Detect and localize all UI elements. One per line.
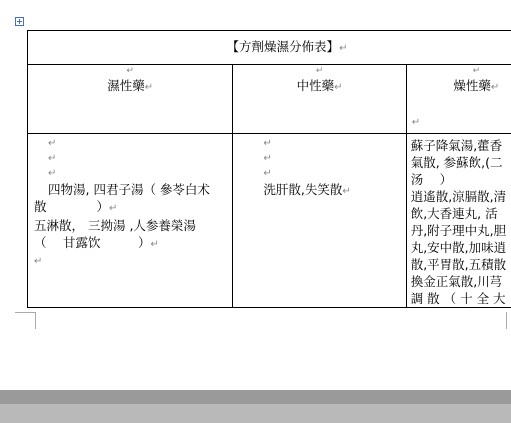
wet-line-3-text: 五淋散， 三拗湯 ,人参養榮湯 [34,218,196,233]
header-wet-text: 濕性藥 [107,78,145,93]
crop-mark [35,312,36,329]
paragraph-mark: ↵ [334,82,343,93]
dry-line-10: 調 散 （ 十 全 大 [410,291,506,306]
wet-line-1 [34,181,232,198]
wet-line-2-text: 散 ） [34,199,110,214]
header-cell-wet[interactable] [28,65,233,134]
header-wet [28,77,232,96]
header-cell-neutral[interactable] [233,65,406,134]
neutral-formulas-cell[interactable] [233,134,406,308]
paragraph-mark: ↵ [109,203,118,214]
paragraph-mark: ↵ [342,186,351,197]
dry-line-3: 汤 ） [410,172,453,187]
paragraph-mark: ↵ [144,82,154,93]
neutral-line-1-text: 洗肝散,失笑散 [263,182,343,197]
formula-table[interactable] [27,30,511,308]
paragraph-mark: ↵ [48,168,57,179]
paragraph-mark: ↵ [490,82,500,93]
wet-line-1-text: 四物湯, 四君子湯（ 參苓白术 [48,182,210,197]
wet-line-2 [34,198,232,217]
paragraph-mark: ↵ [34,256,43,267]
crop-mark [15,312,36,313]
paragraph-mark: ↵ [315,66,324,76]
dry-line-1: 蘇子降氣湯,藿香 [410,138,503,153]
paragraph-mark: ↵ [48,153,57,164]
crop-mark [506,312,507,329]
paragraph-mark: ↵ [263,153,272,164]
header-neutral-text: 中性藥 [296,78,335,93]
paragraph-mark: ↵ [411,117,421,128]
wet-line-3 [34,217,232,234]
page-gap [0,390,511,423]
paragraph-mark: ↵ [126,66,134,76]
paragraph-mark: ↵ [263,168,272,179]
paragraph-mark: ↵ [150,239,159,250]
wet-line-4 [34,234,232,253]
dry-formulas-cell[interactable] [406,134,511,308]
table-title-cell[interactable] [28,31,511,65]
table-move-handle[interactable] [15,17,24,26]
dry-line-4: 逍遙散,涼膈散,清 [410,189,507,204]
header-neutral [233,77,405,96]
dry-line-5: 飲,大香連丸, 活 [410,206,498,221]
dry-line-2: 氣散, 参蘇飲,(二 [410,155,503,170]
paragraph-mark: ↵ [472,66,481,76]
table-title: 【方劑燥濕分佈表】 [226,39,340,54]
dry-line-8: 散,平胃散,五積散 [410,257,507,272]
paragraph-mark: ↵ [48,138,57,149]
wet-line-4-text: （ 甘露饮 ） [34,235,151,250]
page-shadow [0,390,511,404]
paragraph-mark: ↵ [339,43,348,54]
dry-line-6: 丹,附子理中丸,胆 [410,223,507,238]
dry-line-9: 換金正氣散,川芎 [410,274,503,289]
neutral-line-1 [263,181,405,200]
header-dry-text: 燥性藥 [453,78,491,93]
header-cell-dry[interactable] [406,65,511,134]
wet-formulas-cell[interactable] [28,134,233,308]
dry-line-7: 丸,安中散,加味逍 [410,240,507,255]
paragraph-mark: ↵ [263,138,272,149]
header-dry [407,77,511,96]
